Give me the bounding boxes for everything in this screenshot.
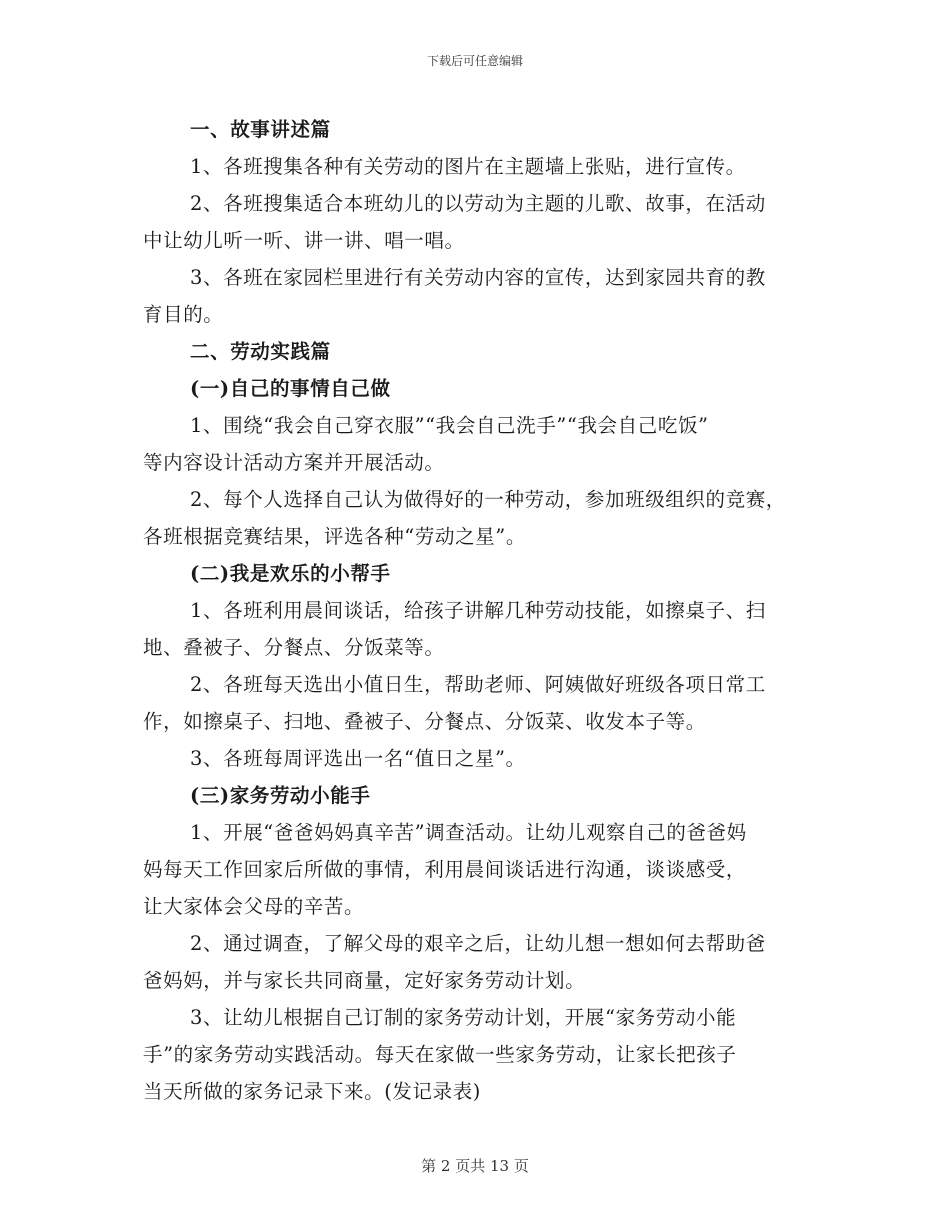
page-header: 下载后可任意编辑 <box>426 54 523 68</box>
paragraph-line: 1、各班利用晨间谈话，给孩子讲解几种劳动技能，如擦桌子、扫 <box>190 599 766 622</box>
paragraph-line: 3、各班每周评选出一名“值日之星”。 <box>190 747 526 770</box>
paragraph-line: 1、各班搜集各种有关劳动的图片在主题墙上张贴，进行宣传。 <box>190 155 746 178</box>
paragraph-line: 3、让幼儿根据自己订制的家务劳动计划，开展“家务劳动小能 <box>190 1006 737 1029</box>
paragraph-line: 作，如擦桌子、扫地、叠被子、分餐点、分饭菜、收发本子等。 <box>143 710 706 733</box>
paragraph-line: 妈每天工作回家后所做的事情，利用晨间谈话进行沟通，谈谈感受， <box>143 858 747 881</box>
paragraph-line: 2、各班每天选出小值日生，帮助老师、阿姨做好班级各项日常工 <box>190 673 766 696</box>
paragraph-line: 1、围绕“我会自己穿衣服”“我会自己洗手”“我会自己吃饭” <box>190 414 709 437</box>
paragraph-line: 3、各班在家园栏里进行有关劳动内容的宣传，达到家园共育的教 <box>190 266 766 289</box>
section-heading: 二、劳动实践篇 <box>190 340 331 363</box>
page-footer: 第 2 页共 13 页 <box>421 1157 529 1175</box>
section-heading: (二)我是欢乐的小帮手 <box>190 562 391 585</box>
section-heading: 一、故事讲述篇 <box>190 118 331 141</box>
section-heading: (三)家务劳动小能手 <box>190 784 371 807</box>
paragraph-line: 育目的。 <box>143 303 224 326</box>
paragraph-line: 2、各班搜集适合本班幼儿的以劳动为主题的儿歌、故事，在活动 <box>190 192 766 215</box>
paragraph-line: 手”的家务劳动实践活动。每天在家做一些家务劳动，让家长把孩子 <box>143 1043 737 1066</box>
section-heading: (一)自己的事情自己做 <box>190 377 391 400</box>
paragraph-line: 中让幼儿听一听、讲一讲、唱一唱。 <box>143 229 465 252</box>
paragraph-line: 地、叠被子、分餐点、分饭菜等。 <box>143 636 445 659</box>
paragraph-line: 爸妈妈，并与家长共同商量，定好家务劳动计划。 <box>143 969 586 992</box>
paragraph-line: 2、通过调查，了解父母的艰辛之后，让幼儿想一想如何去帮助爸 <box>190 932 766 955</box>
document-body <box>143 111 823 1110</box>
paragraph-line: 等内容设计活动方案并开展活动。 <box>143 451 445 474</box>
paragraph-line: 当天所做的家务记录下来。(发记录表) <box>143 1080 482 1103</box>
paragraph-line: 各班根据竞赛结果，评选各种“劳动之星”。 <box>143 525 526 548</box>
paragraph-line: 让大家体会父母的辛苦。 <box>143 895 365 918</box>
paragraph-line: 1、开展“爸爸妈妈真辛苦”调查活动。让幼儿观察自己的爸爸妈 <box>190 821 747 844</box>
paragraph-line: 2、每个人选择自己认为做得好的一种劳动，参加班级组织的竞赛， <box>190 488 786 511</box>
